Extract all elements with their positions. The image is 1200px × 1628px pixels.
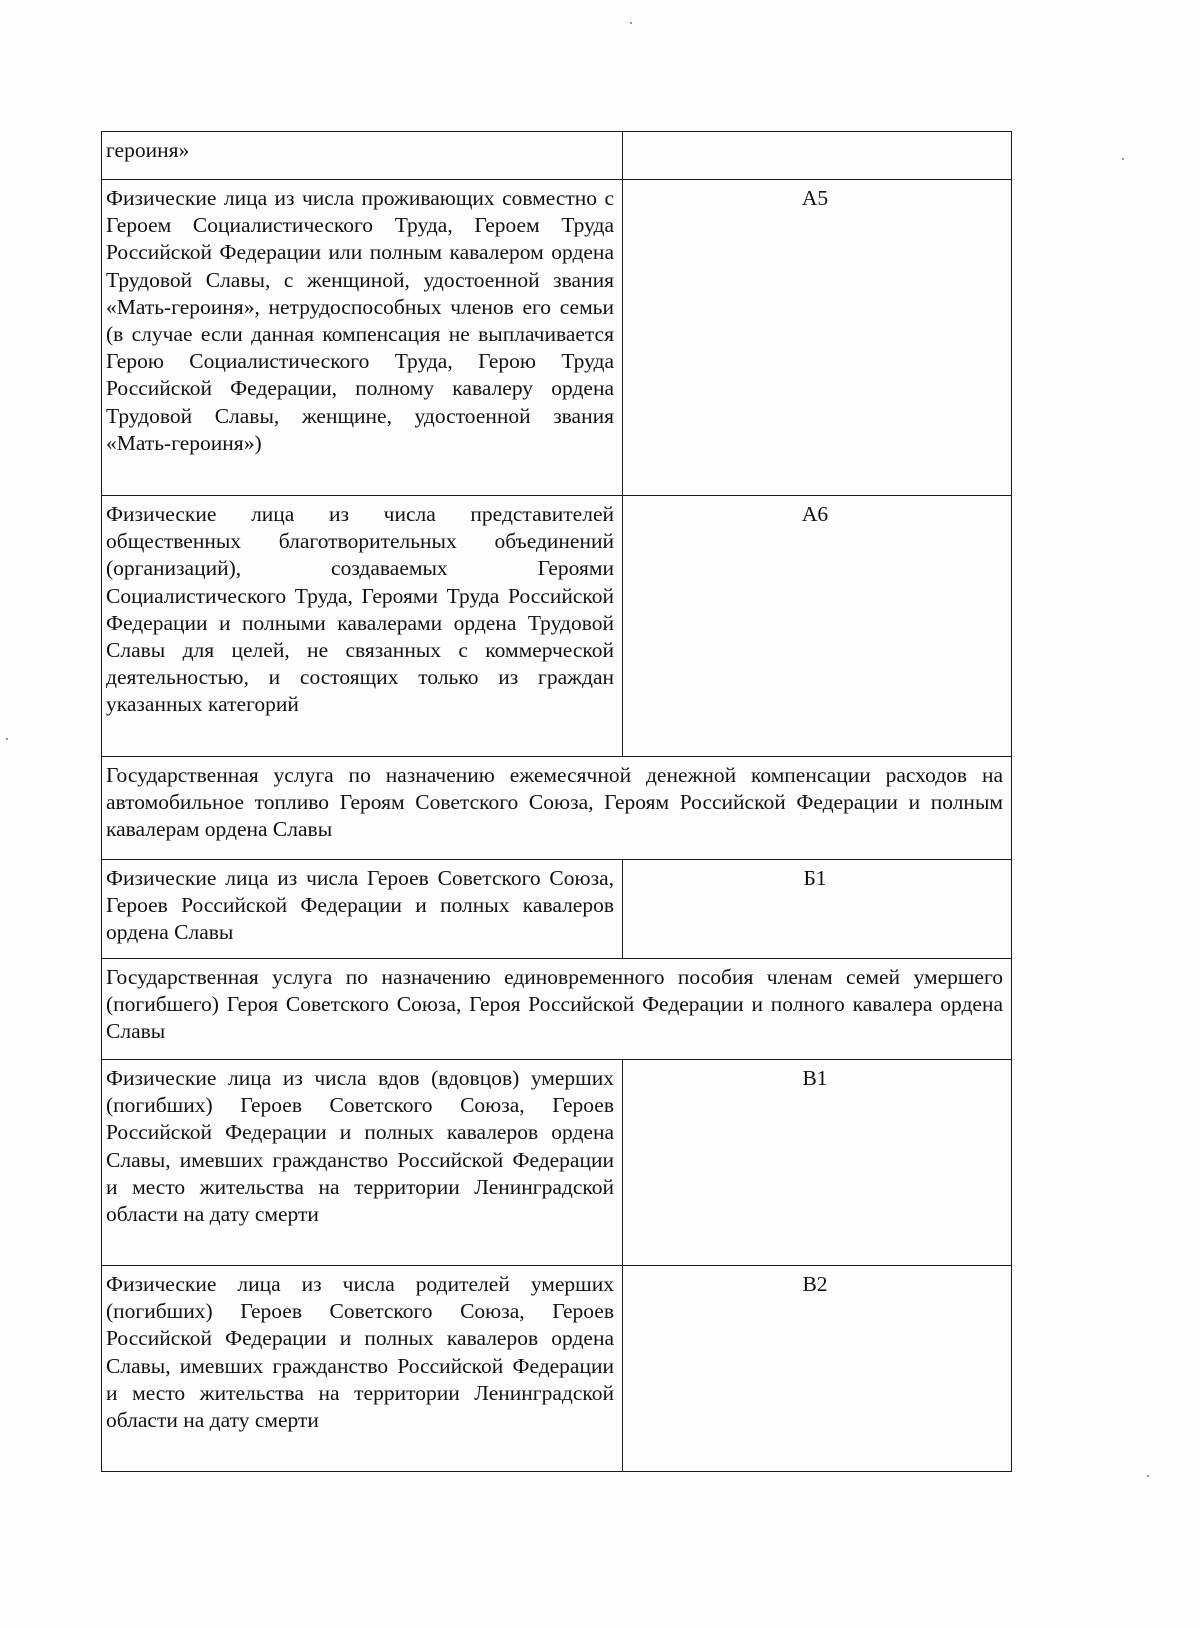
code-cell: В1: [623, 1060, 1012, 1266]
scan-speck: [630, 22, 632, 24]
table-row: [102, 1266, 1012, 1472]
category-cell: Физические лица из числа Героев Советского Союза, Героев Российской Федерации и полных кавалеров ордена Славы: [102, 860, 623, 959]
code-cell: [623, 132, 1012, 180]
code-cell: А6: [623, 496, 1012, 757]
category-cell: Физические лица из числа вдов (вдовцов) умерших (погибших) Героев Советского Союза, Героев Российской Федерации и полных кавалеров ордена Славы, имевших гражданство Российской Федерации и место жительства на территории Ленинградской области на дату смерти: [102, 1060, 623, 1266]
table-row: [102, 496, 1012, 757]
scan-speck: [1147, 1475, 1149, 1477]
table-row: [102, 132, 1012, 180]
scan-speck: [6, 738, 8, 740]
code-cell: А5: [623, 180, 1012, 496]
code-cell: Б1: [623, 860, 1012, 959]
table-row: [102, 1060, 1012, 1266]
category-cell: Физические лица из числа родителей умерших (погибших) Героев Советского Союза, Героев Российской Федерации и полных кавалеров ордена Славы, имевших гражданство Российской Федерации и место жительства на территории Ленинградской области на дату смерти: [102, 1266, 623, 1472]
service-heading: Государственная услуга по назначению единовременного пособия членам семей умершего (погибшего) Героя Советского Союза, Героя Российской Федерации и полного кавалера ордена Славы: [102, 959, 1012, 1060]
table-row: [102, 180, 1012, 496]
scan-speck: [1122, 158, 1124, 160]
table-row: [102, 860, 1012, 959]
category-cell: Физические лица из числа проживающих совместно с Героем Социалистического Труда, Героем Труда Российской Федерации или полным кавалером ордена Трудовой Славы, с женщиной, удостоенной звания «Мать-героиня», нетрудоспособных членов его семьи (в случае если данная компенсация не выплачивается Герою Социалистического Труда, Герою Труда Российской Федерации, полному кавалеру ордена Трудовой Славы, женщине, удостоенной звания «Мать-героиня»): [102, 180, 623, 496]
service-heading: Государственная услуга по назначению ежемесячной денежной компенсации расходов на автомобильное топливо Героям Советского Союза, Героям Российской Федерации и полным кавалерам ордена Славы: [102, 757, 1012, 860]
service-heading-row: [102, 757, 1012, 860]
benefits-table: [101, 131, 1012, 1472]
category-cell: Физические лица из числа представителей общественных благотворительных объединений (организаций), создаваемых Героями Социалистического Труда, Героями Труда Российской Федерации и полными кавалерами ордена Трудовой Славы для целей, не связанных с коммерческой деятельностью, и состоящих только из граждан указанных категорий: [102, 496, 623, 757]
code-cell: В2: [623, 1266, 1012, 1472]
category-cell: героиня»: [102, 132, 623, 180]
service-heading-row: [102, 959, 1012, 1060]
